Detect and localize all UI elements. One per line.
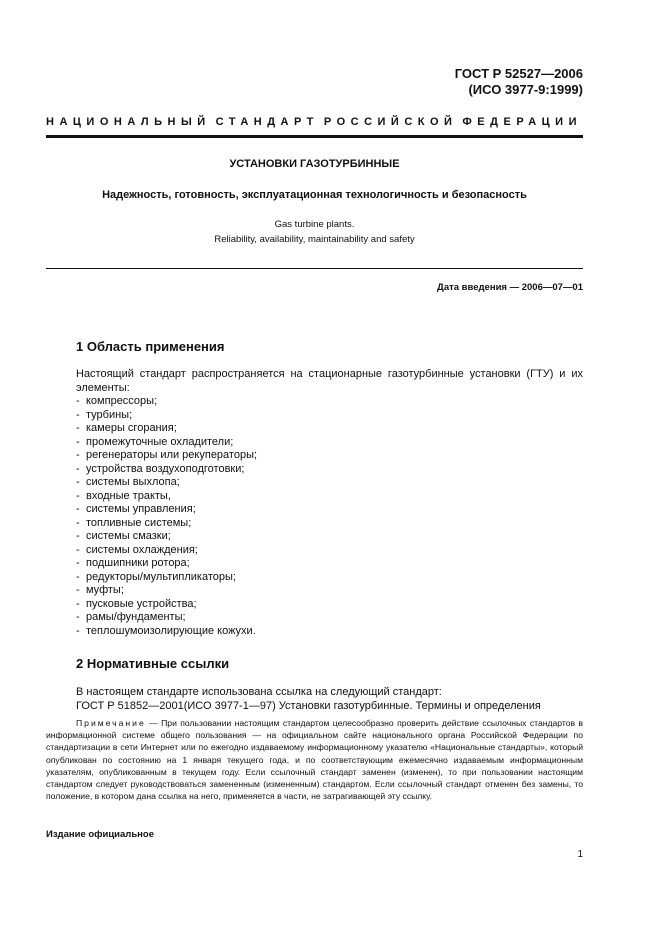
banner-word: РОССИЙСКОЙ (323, 116, 458, 128)
scope-list-item (76, 436, 257, 450)
bullet-dash: - (76, 503, 80, 515)
scope-list-item-text: пусковые устройства; (86, 597, 197, 610)
scope-list-item-text: турбины; (86, 408, 133, 421)
scope-list-item (76, 625, 257, 639)
bullet-dash: - (76, 557, 80, 569)
edition-label: Издание официальное (46, 829, 154, 840)
scope-list-item-text: камеры сгорания; (86, 422, 177, 434)
section-1-intro: Настоящий стандарт распространяется на стационарные газотурбинные установки (ГТУ) и их элементы: (76, 368, 583, 394)
bullet-dash: - (76, 462, 80, 475)
banner-word: СТАНДАРТ (215, 116, 319, 128)
bullet-dash: - (76, 435, 80, 448)
bullet-dash: - (76, 597, 80, 610)
scope-list-item-text: компрессоры; (86, 395, 158, 407)
bullet-dash: - (76, 530, 80, 542)
scope-list-item-text: системы смазки; (86, 530, 171, 542)
scope-list-item-text: топливные системы; (86, 516, 192, 529)
bullet-dash: - (76, 570, 80, 583)
scope-list-item (76, 544, 257, 558)
scope-list-item (76, 449, 257, 463)
scope-list-item-text: подшипники ротора; (86, 557, 190, 569)
note-paragraph (46, 717, 583, 802)
scope-list-item (76, 611, 257, 625)
bullet-dash: - (76, 584, 80, 596)
scope-list-item (76, 463, 257, 477)
scope-list-item (76, 503, 257, 517)
bullet-dash: - (76, 476, 80, 488)
scope-list-item (76, 598, 257, 612)
bullet-dash: - (76, 489, 80, 502)
scope-list-item (76, 530, 257, 544)
header-divider (46, 135, 583, 138)
scope-list-item-text: системы выхлопа; (86, 476, 180, 488)
title-divider (46, 268, 583, 269)
banner-word: ФЕДЕРАЦИИ (462, 116, 582, 128)
scope-list-item (76, 395, 257, 409)
note-text: — При пользовании настоящим стандартом целесообразно проверить действие ссылочных стандартов в информационной системе общего пользования — на официальном сайте национального органа Российской Федерации по стандартизации в сети Интернет или по ежегодно издаваемому информационному указателю «Национальные стандарты», который опубликован по состоянию на 1 января текущего года, и по соответствующим ежемесячно издаваемым информационным указателям, опубликованным в текущем году. Если ссылочный стандарт заменен (изменен), то при пользовании настоящим стандартом следует руководствоваться замененным (измененным) стандартом. Если ссылочный стандарт отменен без замены, то положение, в котором дана ссылка на него, применяется в части, не затрагивающей эту ссылку. (46, 718, 584, 802)
introduction-date: Дата введения — 2006—07—01 (437, 282, 583, 293)
english-title-line-1: Gas turbine plants. (274, 219, 355, 230)
scope-list-item (76, 422, 257, 436)
scope-list-item-text: устройства воздухоподготовки; (86, 462, 245, 475)
scope-list-item-text: системы охлаждения; (86, 543, 198, 556)
bullet-dash: - (76, 611, 80, 623)
section-2-heading: 2 Нормативные ссылки (76, 656, 230, 671)
gost-number: ГОСТ Р 52527—2006 (454, 66, 583, 81)
scope-list-item (76, 584, 257, 598)
scope-list-item (76, 517, 257, 531)
scope-list-item-text: муфты; (86, 584, 124, 596)
note-label: Примечание (76, 718, 146, 728)
scope-list-item (76, 409, 257, 423)
bullet-dash: - (76, 395, 80, 407)
scope-list-item-text: системы управления; (86, 503, 196, 515)
iso-number: (ИСО 3977-9:1999) (468, 82, 583, 97)
scope-list-item (76, 476, 257, 490)
scope-list-item-text: рамы/фундаменты; (86, 611, 186, 623)
bullet-dash: - (76, 408, 80, 421)
reference-intro: В настоящем стандарте использована ссылка на следующий стандарт: (76, 686, 442, 698)
bullet-dash: - (76, 516, 80, 529)
scope-list-item-text: теплошумоизолирующие кожухи. (86, 624, 256, 637)
scope-list-item-text: промежуточные охладители; (86, 435, 234, 448)
document-title: УСТАНОВКИ ГАЗОТУРБИННЫЕ (229, 158, 400, 170)
scope-list (76, 395, 257, 638)
bullet-dash: - (76, 449, 80, 461)
scope-list-item (76, 571, 257, 585)
bullet-dash: - (76, 624, 80, 637)
reference-item: ГОСТ Р 51852—2001(ИСО 3977-1—97) Установки газотурбинные. Термины и определения (76, 700, 541, 712)
english-title-line-2: Reliability, availability, maintainability and safety (214, 234, 415, 245)
national-standard-banner (46, 116, 582, 128)
scope-list-item (76, 557, 257, 571)
bullet-dash: - (76, 543, 80, 556)
bullet-dash: - (76, 422, 80, 434)
document-subtitle: Надежность, готовность, эксплуатационная технологичность и безопасность (102, 189, 527, 201)
section-1-heading: 1 Область применения (76, 339, 225, 354)
scope-list-item-text: входные тракты, (86, 489, 171, 502)
scope-list-item-text: регенераторы или рекуператоры; (86, 449, 258, 461)
scope-list-item-text: редукторы/мультипликаторы; (86, 570, 236, 583)
banner-word: НАЦИОНАЛЬНЫЙ (46, 116, 211, 128)
page-number: 1 (577, 849, 583, 860)
scope-list-item (76, 490, 257, 504)
english-title (46, 217, 583, 247)
